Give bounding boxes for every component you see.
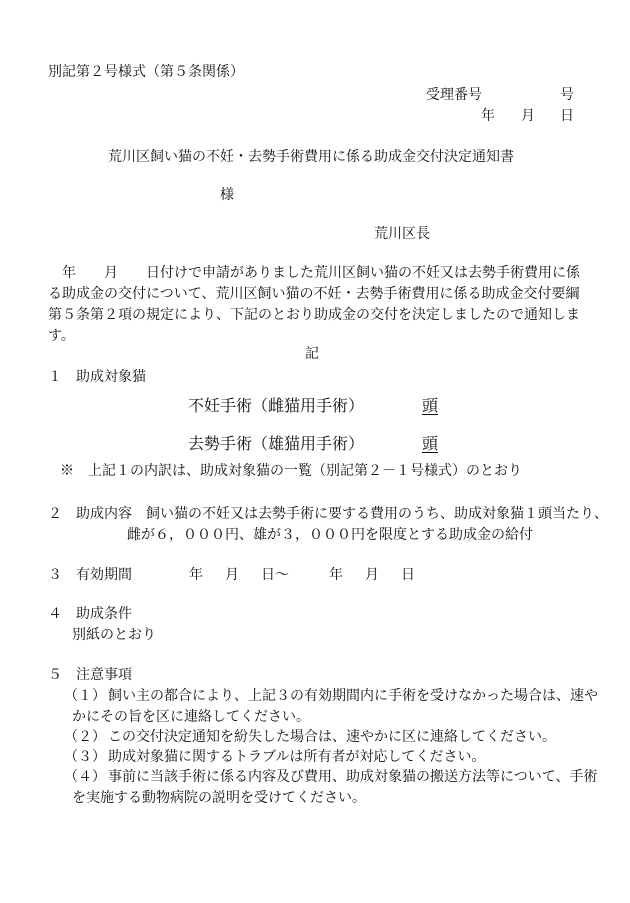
receipt-number-unit: 号 [560,87,574,103]
form-number: 別記第２号様式（第５条関係） [48,64,244,80]
notice-number: （３） [64,749,106,765]
validity-month-2: 月 [365,567,379,583]
notice-text: 助成対象猫に関するトラブルは所有者が対応してください。 [108,749,486,765]
section-1-note: ※ 上記１の内訳は、助成対象猫の一覧（別記第２－１号様式）のとおり [60,463,522,479]
surgery-name: 不妊手術（雌猫用手術） [188,396,365,415]
recipient-suffix: 様 [220,187,234,203]
section-4-title: ４ 助成条件 [48,606,132,622]
notice-text: 事前に当該手術に係る内容及び費用、助成対象猫の搬送方法等について、手術 [108,769,598,785]
notice-item-3 [64,748,485,767]
date-month-label: 月 [521,108,535,124]
notice-number: （１） [64,688,106,704]
validity-year: 年 [189,567,203,583]
section-1-title: １ 助成対象猫 [48,369,146,385]
notice-item-4 [64,768,597,787]
notice-text: 飼い主の都合により、上記３の有効期間内に手術を受けなかった場合は、速や [108,688,598,704]
section-4-text: 別紙のとおり [72,627,156,643]
document-title: 荒川区飼い猫の不妊・去勢手術費用に係る助成金交付決定通知書 [108,149,514,165]
target-cat-row-female [188,395,438,417]
notice-item-1 [64,687,598,706]
surgery-unit: 頭 [422,396,439,415]
notice-number: （２） [64,729,106,745]
validity-day-2: 日 [401,567,415,583]
notice-text: この交付決定通知を紛失した場合は、速やかに区に連絡してください。 [108,729,556,745]
validity-year-2: 年 [329,567,343,583]
target-cat-row-male [188,433,438,455]
notice-item-1-cont: かにその旨を区に連絡してください。 [72,709,310,725]
ki-heading: 記 [305,346,319,362]
section-5-title: ５ 注意事項 [48,667,132,683]
validity-month: 月 [225,567,239,583]
surgery-unit: 頭 [422,434,439,453]
surgery-name: 去勢手術（雄猫用手術） [188,434,365,453]
date-year-label: 年 [481,108,495,124]
receipt-number-label: 受理番号 [426,87,482,103]
date-day-label: 日 [560,108,574,124]
notice-item-2 [64,728,556,747]
validity-label: ３ 有効期間 [48,567,132,583]
body-paragraph: 年 月 日付けで申請がありました荒川区飼い猫の不妊又は去勢手術費用に係る助成金の交付について、荒川区飼い猫の不妊・去勢手術費用に係る助成金交付要綱第５条第２項の規定により、下記のとおり助成金の交付を決定しましたので通知します。 [48,265,580,344]
section-2-line-2: 雌が６，０００円、雄が３，０００円を限度とする助成金の給付 [127,527,533,543]
notice-item-4-cont: を実施する動物病院の説明を受けてください。 [72,790,366,806]
notice-number: （４） [64,769,106,785]
section-2-line-1: ２ 助成内容 飼い猫の不妊又は去勢手術に要する費用のうち、助成対象猫１頭当たり、 [48,506,608,522]
issuer-name: 荒川区長 [374,226,430,242]
validity-day-from: 日～ [261,567,289,583]
section-3-validity-period [48,566,415,585]
